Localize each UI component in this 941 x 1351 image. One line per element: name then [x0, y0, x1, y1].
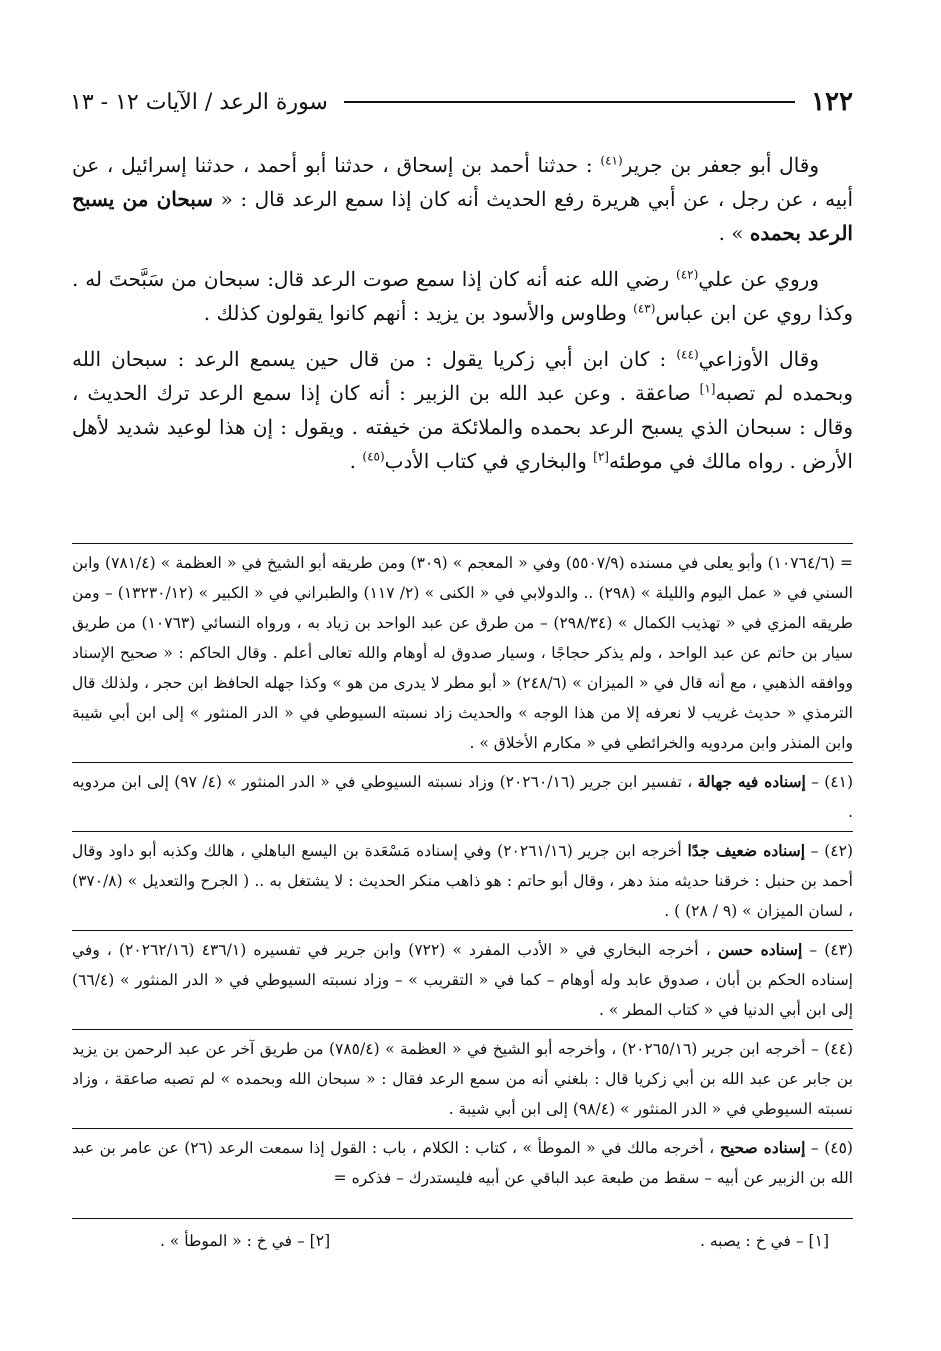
footnote-42-grade: إسناده ضعيف جدًا: [687, 841, 805, 860]
footnote-43-label: (٤٣) –: [802, 941, 854, 959]
footnotes: [72, 548, 853, 1197]
footnote-ref-42: (٤٢): [676, 267, 699, 282]
footnote-45-grade: إسناده صحيح: [719, 1138, 806, 1157]
bracket-ref-2: [٢]: [593, 449, 609, 464]
footnote-ref-44: (٤٤): [676, 347, 699, 362]
footnote-45-label: (٤٥) –: [805, 1139, 853, 1157]
footnote-divider: [72, 1029, 853, 1030]
p2-text-cont: رضي الله عنه أنه كان إذا سمع صوت الرعد قال: سبحان من سَبَّحتَ له . وكذا روي عن ابن عباس: [72, 267, 853, 325]
footnote-42-label: (٤٢) –: [805, 842, 853, 860]
footnote-44: [72, 1034, 853, 1124]
p3-end: .: [349, 449, 363, 473]
p1-end: » .: [718, 221, 750, 245]
bracket-note-1: [١] – في خ : يصبه .: [700, 1232, 829, 1250]
p3-text: وقال الأوزاعي: [698, 347, 819, 371]
footnote-41-text: ، تفسير ابن جرير (٢٠٢٦٠/١٦) وزاد نسبته السيوطي في « الدر المنثور » (٤/ ٩٧) إلى ابن مردويه .: [72, 773, 853, 821]
footnote-divider: [72, 762, 853, 763]
footnote-41-grade: إسناده فيه جهالة: [697, 772, 806, 791]
footnote-43: [72, 935, 853, 1025]
footnote-divider: [72, 930, 853, 931]
footnote-44-text: أخرجه ابن جرير (٢٠٢٦٥/١٦) ، وأخرجه أبو الشيخ في « العظمة » (٧٨٥/٤) من طريق آخر عن عبد الرحمن بن يزيد بن جابر عن عبد الله بن أبي زكريا قال : بلغني أنه من سمع الرعد فقال : « سبحان الله وبحمده » لم تصبه صاعقة ، وزاد نسبته السيوطي في « الدر المنثور » (٩٨/٤) إلى ابن أبي شيبة .: [72, 1040, 853, 1118]
paragraph-1: [72, 148, 853, 250]
p1-text-cont: : حدثنا أحمد بن إسحاق ، حدثنا أبو أحمد ، حدثنا إسرائيل ، عن أبيه ، عن رجل ، عن أبي هريرة رفع الحديث أنه كان إذا سمع الرعد قال : «: [72, 153, 853, 211]
p2-text: وروي عن علي: [698, 267, 819, 291]
bracket-notes: [160, 1232, 829, 1250]
p3-text-cont2: صاعقة . وعن عبد الله بن الزبير : أنه كان إذا سمع الرعد ترك الحديث ، وقال : سبحان الذي يسبح الرعد بحمده والملائكة من خيفته . ويقول : إن هذا لوعيد شديد لأهل الأرض . رواه مالك في موطئه: [72, 381, 853, 473]
running-title: سورة الرعد / الآيات ١٢ - ١٣: [70, 89, 328, 115]
footnote-44-label: (٤٤) –: [805, 1040, 853, 1058]
main-text: [72, 148, 853, 490]
p2-end: وطاوس والأسود بن يزيد : أنهم كانوا يقولون كذلك .: [203, 301, 634, 325]
bottom-notes-separator: [72, 1218, 853, 1219]
footnote-ref-45: (٤٥): [362, 449, 385, 464]
footnote-divider: [72, 1128, 853, 1129]
footnote-ref-41: (٤١): [600, 153, 623, 168]
footnote-43-grade: إسناده حسن: [717, 940, 803, 959]
page-number: ١٢٢: [811, 87, 853, 117]
footnote-42: [72, 836, 853, 926]
footnote-ref-43: (٤٣): [633, 301, 656, 316]
footnote-42-text: أخرجه ابن جرير (٢٠٢٦١/١٦) وفي إسناده مَسْعَدة بن اليسع الباهلي ، هالك وكذبه أبو داود وقال أحمد بن حنبل : خرقنا حديثه منذ دهر ، وقال أبو حاتم : هو ذاهب منكر الحديث : لا يشتغل به .. ( الجرح والتعديل » (٣٧٠/٨) ، لسان الميزان » (٩ / ٢٨) ) .: [72, 842, 853, 920]
footnote-41: [72, 767, 853, 827]
paragraph-3: [72, 342, 853, 478]
footnote-45-text: ، أخرجه مالك في « الموطأ » ، كتاب : الكلام ، باب : القول إذا سمعت الرعد (٢٦) عن عامر بن عبد الله بن الزبير عن أبيه – سقط من طبعة عبد الباقي عن أبيه فليستدرك – فذكره =: [72, 1139, 853, 1187]
header-rule: [344, 101, 795, 103]
p3-text-cont3: والبخاري في كتاب الأدب: [384, 449, 594, 473]
footnote-45: [72, 1133, 853, 1193]
footnote-divider: [72, 831, 853, 832]
footnotes-separator: [72, 543, 853, 544]
p3-text-cont: : كان ابن أبي زكريا يقول : من قال حين يسمع الرعد : سبحان الله وبحمده لم تصبه: [72, 347, 853, 405]
footnote-43-text: ، أخرجه البخاري في « الأدب المفرد » (٧٢٢) وابن جرير في تفسيره (٤٣٦/١ (٢٠٢٦٢/١٦) ، وفي إسناده الحكم بن أبان ، صدوق عابد وله أوهام – كما في « التقريب » – وزاد نسبته السيوطي في « الدر المنثور » (٦٦/٤) إلى ابن أبي الدنيا في « كتاب المطر » .: [72, 941, 853, 1019]
footnote-continued: = (١٠٧٦٤/٦) وأبو يعلى في مسنده (٥٥٠٧/٩) وفي « المعجم » (٣٠٩) ومن طريقه أبو الشيخ في « العظمة » (٧٨١/٤) وابن السني في « عمل اليوم والليلة » (٢٩٨) .. والدولابي في « الكنى » (٢/ ١١٧) والطبراني في « الكبير » (١٣٢٣٠/١٢) – ومن طريقه المزي في « تهذيب الكمال » (٢٩٨/٣٤) – من طرق عن عبد الواحد بن زياد به ، ورواه النسائي (١٠٧٦٣) من طريق سيار بن حاتم عن عبد الواحد ، ولم يذكر حجاجًا ، وسيار صدوق له أوهام والله تعالى أعلم . وقال الحاكم : « صحيح الإسناد ووافقه الذهبي ، مع أنه قال في « الميزان » (٢٤٨/٦) « أبو مطر لا يدرى من هو » وكذا جهله الحافظ ابن حجر ، ولذلك قال الترمذي « حديث غريب لا نعرفه إلا من هذا الوجه » والحديث زاد نسبته السيوطي في « الدر المنثور » إلى ابن أبي شيبة وابن المنذر وابن مردويه والخرائطي في « مكارم الأخلاق » .: [72, 554, 854, 752]
p1-text: وقال أبو جعفر بن جرير: [622, 153, 820, 177]
paragraph-2: [72, 262, 853, 330]
bracket-note-2: [٢] – في خ : « الموطأ » .: [160, 1232, 331, 1250]
p1-bold-quote: سبحان من يسبح الرعد بحمده: [72, 187, 853, 245]
bracket-ref-1: [١]: [699, 381, 716, 396]
page-header: [70, 80, 853, 124]
footnote-41-label: (٤١) –: [805, 773, 854, 791]
